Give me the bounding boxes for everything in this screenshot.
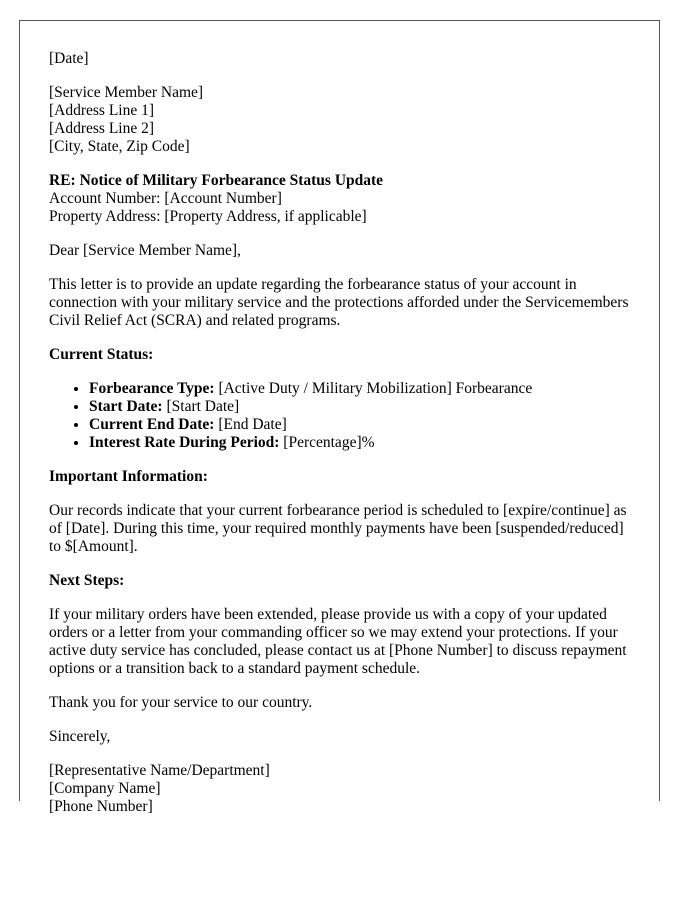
reference-block <box>49 172 639 226</box>
next-steps-heading: Next Steps: <box>49 572 125 589</box>
thanks-line: Thank you for your service to our country. <box>49 694 313 711</box>
property-address-line: Property Address: [Property Address, if applicable] <box>49 208 367 225</box>
status-value: [Percentage]% <box>283 434 375 451</box>
important-info-heading: Important Information: <box>49 468 208 485</box>
current-status-heading: Current Status: <box>49 346 154 363</box>
subject-line: RE: Notice of Military Forbearance Status Update <box>49 172 384 189</box>
letter-content <box>49 50 639 832</box>
status-label: Interest Rate During Period: <box>89 434 280 451</box>
closing-line: Sincerely, <box>49 728 111 745</box>
recipient-city-state-zip: [City, State, Zip Code] <box>49 138 190 155</box>
status-item-end-date <box>89 416 639 434</box>
status-value: [Active Duty / Military Mobilization] Forbearance <box>218 380 533 397</box>
salutation: Dear [Service Member Name], <box>49 242 241 259</box>
intro-paragraph: This letter is to provide an update regarding the forbearance status of your account in connection with your military service and the protections afforded under the Servicemembers Civil Relief Act (SCRA) and related programs. <box>49 276 629 329</box>
status-value: [End Date] <box>218 416 287 433</box>
account-number-line: Account Number: [Account Number] <box>49 190 282 207</box>
next-steps-paragraph: If your military orders have been extended, please provide us with a copy of your updated orders or a letter from your commanding officer so we may extend your protections. If your active duty service has concluded, please contact us at [Phone Number] to discuss repayment options or a transition back to a standard payment schedule. <box>49 606 627 677</box>
signature-phone: [Phone Number] <box>49 798 153 815</box>
signature-company: [Company Name] <box>49 780 161 797</box>
status-item-forbearance-type <box>89 380 639 398</box>
recipient-address <box>49 84 639 156</box>
status-item-start-date <box>89 398 639 416</box>
status-label: Current End Date: <box>89 416 215 433</box>
status-value: [Start Date] <box>166 398 240 415</box>
status-item-interest-rate <box>89 434 639 452</box>
status-label: Forbearance Type: <box>89 380 215 397</box>
recipient-address-line-2: [Address Line 2] <box>49 120 155 137</box>
status-label: Start Date: <box>89 398 163 415</box>
signature-rep: [Representative Name/Department] <box>49 762 270 779</box>
recipient-address-line-1: [Address Line 1] <box>49 102 155 119</box>
recipient-name: [Service Member Name] <box>49 84 204 101</box>
current-status-list <box>49 380 639 452</box>
important-info-paragraph: Our records indicate that your current forbearance period is scheduled to [expire/continue] as of [Date]. During this time, your required monthly payments have been [suspended/reduced] to $[Amount]. <box>49 502 627 555</box>
letter-page <box>19 20 660 815</box>
letter-date: [Date] <box>49 50 89 67</box>
signature-block <box>49 762 639 816</box>
